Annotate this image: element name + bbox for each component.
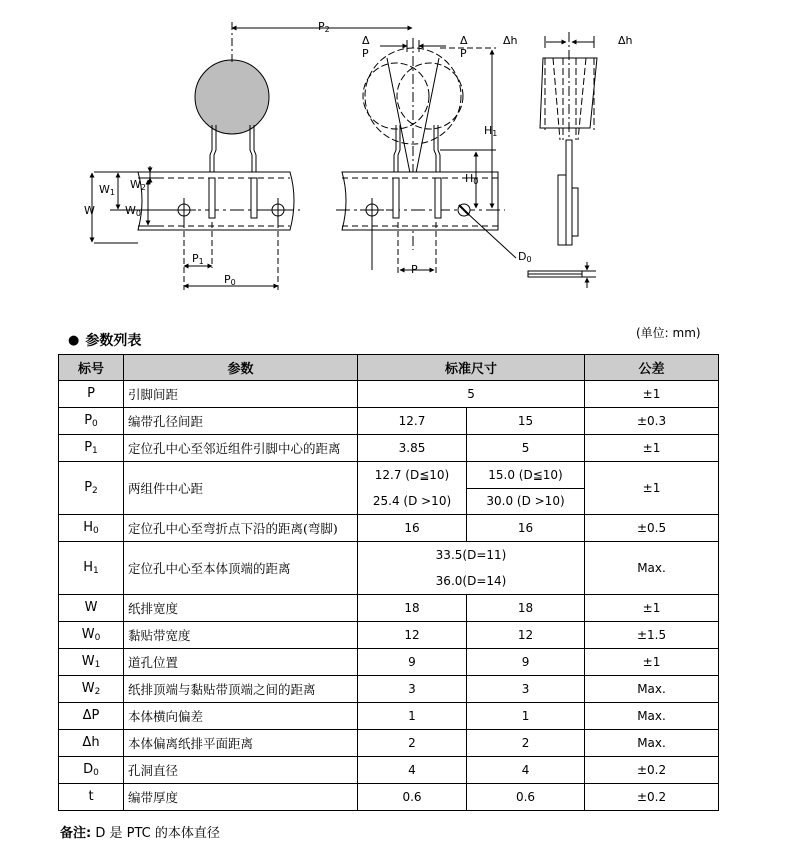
cell-tolerance: Max. xyxy=(585,730,719,757)
cell-symbol: $P_0$ xyxy=(59,408,124,435)
cell-symbol: $P_1$ xyxy=(59,435,124,462)
value-line: 25.4 (D >10) xyxy=(372,494,452,508)
table-row xyxy=(59,435,719,462)
dim-label-p1: P1 xyxy=(192,252,204,266)
cell-value-1: 3.85 xyxy=(358,435,467,462)
cell-param: 纸排顶端与黏贴带顶端之间的距离 xyxy=(124,676,358,703)
cell-tolerance: ±1 xyxy=(585,381,719,408)
cell-tolerance: ±1.5 xyxy=(585,622,719,649)
cell-value-2: 9 xyxy=(467,649,585,676)
table-row xyxy=(59,703,719,730)
dim-label-p: P xyxy=(411,263,418,276)
table-header-row xyxy=(59,355,719,381)
cell-tolerance: ±0.5 xyxy=(585,515,719,542)
section-title-text: 参数列表 xyxy=(85,333,142,349)
cell-tolerance: ±1 xyxy=(585,435,719,462)
dim-label-w2: W2 xyxy=(130,178,146,192)
dim-label-w0: W0 xyxy=(125,204,141,218)
paper-tape-left xyxy=(138,172,294,230)
header-param: 参数 xyxy=(124,355,358,381)
value-line: 33.5(D=11) xyxy=(435,548,507,562)
section-title xyxy=(68,330,141,350)
cell-param: 道孔位置 xyxy=(124,649,358,676)
cell-value-2: 3 xyxy=(467,676,585,703)
cell-tolerance: Max. xyxy=(585,542,719,595)
cell-value-2: 1 xyxy=(467,703,585,730)
cell-param: 黏贴带宽度 xyxy=(124,622,358,649)
cell-value-2: 2 xyxy=(467,730,585,757)
cell-value-2: 5 xyxy=(467,435,585,462)
cell-value-1: 12 xyxy=(358,622,467,649)
cell-param: 定位孔中心至邻近组件引脚中心的距离 xyxy=(124,435,358,462)
cell-value-1: 1 xyxy=(358,703,467,730)
value-line: 15.0 (D≦10) xyxy=(467,462,584,489)
cell-tolerance: ±1 xyxy=(585,462,719,515)
unit-note: (单位: mm) xyxy=(636,326,701,340)
table-row xyxy=(59,595,719,622)
table-row xyxy=(59,784,719,811)
footnote-text: D 是 PTC 的本体直径 xyxy=(91,826,220,841)
footnote-label: 备注: xyxy=(60,826,92,841)
cell-value-2: 18 xyxy=(467,595,585,622)
table-row xyxy=(59,730,719,757)
left-view xyxy=(92,22,412,290)
footnote xyxy=(60,822,220,841)
cell-symbol: $H_1$ xyxy=(59,542,124,595)
cell-param: 定位孔中心至弯折点下沿的距离(弯脚) xyxy=(124,515,358,542)
table-row xyxy=(59,542,719,595)
value-line: 36.0(D=14) xyxy=(435,574,507,588)
cell-tolerance: ±1 xyxy=(585,649,719,676)
value-line: 12.7 (D≦10) xyxy=(374,468,450,482)
cell-value-1: 3 xyxy=(358,676,467,703)
parameter-table xyxy=(58,354,719,811)
cell-tolerance: ±0.2 xyxy=(585,784,719,811)
cell-param: 编带孔径间距 xyxy=(124,408,358,435)
cell-tolerance: ±0.3 xyxy=(585,408,719,435)
cell-value-1: 16 xyxy=(358,515,467,542)
cell-value-1: 0.6 xyxy=(358,784,467,811)
cell-value-2: 15 xyxy=(467,408,585,435)
cell-symbol: $D_0$ xyxy=(59,757,124,784)
dim-label-delta-p-left-p: P xyxy=(362,47,369,60)
cell-value-2: 16 xyxy=(467,515,585,542)
cell-symbol: Δh xyxy=(59,730,124,757)
cell-symbol: W xyxy=(59,595,124,622)
cell-param: 定位孔中心至本体顶端的距离 xyxy=(124,542,358,595)
dim-label-delta-h-right: Δh xyxy=(618,34,633,47)
cell-value-1: 12.7 xyxy=(358,408,467,435)
cell-symbol: $H_0$ xyxy=(59,515,124,542)
table-row xyxy=(59,515,719,542)
cell-tolerance: ±0.2 xyxy=(585,757,719,784)
cell-value xyxy=(358,542,585,595)
ptc-body-offset-right xyxy=(397,63,463,129)
dim-label-delta-p-right-p: P xyxy=(460,47,467,60)
table-row xyxy=(59,622,719,649)
cell-value-1: 9 xyxy=(358,649,467,676)
cell-param: 孔洞直径 xyxy=(124,757,358,784)
dim-label-p0: P0 xyxy=(224,273,236,287)
dim-label-delta-p-left: Δ xyxy=(362,34,370,47)
cell-value-2: 0.6 xyxy=(467,784,585,811)
cell-value-1 xyxy=(358,462,467,515)
cell-param: 纸排宽度 xyxy=(124,595,358,622)
table-row xyxy=(59,757,719,784)
cell-value: 5 xyxy=(358,381,585,408)
cell-symbol: $W_1$ xyxy=(59,649,124,676)
cell-param: 编带厚度 xyxy=(124,784,358,811)
ptc-body-offset-left xyxy=(363,63,429,129)
paper-tape-side xyxy=(558,175,566,245)
dim-label-delta-p-right: Δ xyxy=(460,34,468,47)
dim-label-delta-h-left: Δh xyxy=(503,34,518,47)
cell-symbol: $W_0$ xyxy=(59,622,124,649)
side-view xyxy=(528,32,597,288)
table-row xyxy=(59,381,719,408)
cell-tolerance: Max. xyxy=(585,676,719,703)
cell-symbol: $W_2$ xyxy=(59,676,124,703)
cell-value-1: 4 xyxy=(358,757,467,784)
header-standard-size: 标准尺寸 xyxy=(358,355,585,381)
table-row xyxy=(59,676,719,703)
cell-param: 本体偏离纸排平面距离 xyxy=(124,730,358,757)
cell-symbol: $P_2$ xyxy=(59,462,124,515)
cell-tolerance: Max. xyxy=(585,703,719,730)
ptc-body-left xyxy=(195,60,269,134)
cell-value-1: 2 xyxy=(358,730,467,757)
table-row xyxy=(59,462,719,515)
dim-label-h0: H0 xyxy=(465,172,479,186)
cell-value-2: 4 xyxy=(467,757,585,784)
cell-value-2 xyxy=(467,462,585,515)
cell-value-1: 18 xyxy=(358,595,467,622)
header-tolerance: 公差 xyxy=(585,355,719,381)
cell-param: 本体横向偏差 xyxy=(124,703,358,730)
header-symbol: 标号 xyxy=(59,355,124,381)
cell-value-2: 12 xyxy=(467,622,585,649)
cell-param: 引脚间距 xyxy=(124,381,358,408)
cell-tolerance: ±1 xyxy=(585,595,719,622)
dim-label-h1: H1 xyxy=(484,124,498,138)
dim-label-d0: D0 xyxy=(518,250,532,264)
dim-label-w: W xyxy=(84,204,95,217)
cell-symbol: P xyxy=(59,381,124,408)
cell-symbol: t xyxy=(59,784,124,811)
table-row xyxy=(59,649,719,676)
dim-label-p2: P2 xyxy=(318,20,330,34)
cell-param: 两组件中心距 xyxy=(124,462,358,515)
bullet-icon: ● xyxy=(68,332,80,348)
tape-packaging-drawing xyxy=(0,0,790,320)
table-row xyxy=(59,408,719,435)
value-line: 30.0 (D >10) xyxy=(486,494,565,509)
middle-view xyxy=(336,38,516,276)
dim-label-w1: W1 xyxy=(99,183,115,197)
cell-symbol: ΔP xyxy=(59,703,124,730)
